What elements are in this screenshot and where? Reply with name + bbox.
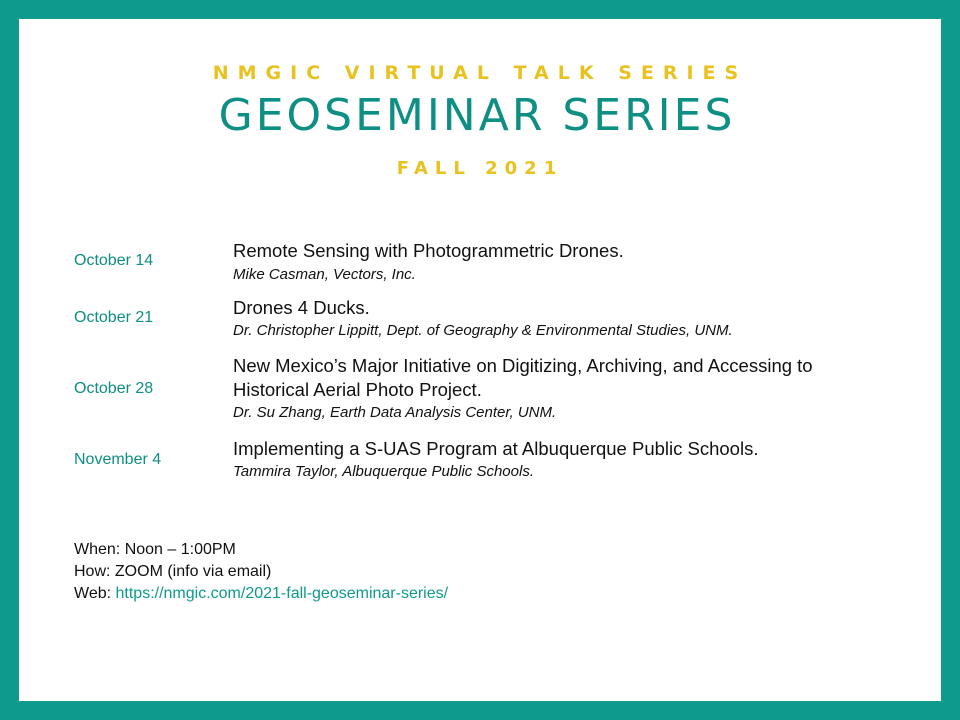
- talk-date-1: October 14: [74, 252, 154, 269]
- when-line: When: Noon – 1:00PM: [74, 541, 236, 558]
- web-line: [74, 585, 448, 603]
- slide: [19, 19, 941, 701]
- talk-date-4: November 4: [74, 451, 162, 468]
- how-line: How: ZOOM (info via email): [74, 563, 272, 580]
- term-label: FALL 2021: [396, 158, 564, 179]
- talk-title-3: New Mexico’s Major Initiative on Digitizing, Archiving, and Accessing to Historical Aerial Photo Project.: [233, 355, 813, 400]
- talk-title-2: Drones 4 Ducks.: [233, 297, 370, 318]
- talk-date-2: October 21: [74, 309, 154, 326]
- talk-speaker-1: Mike Casman, Vectors, Inc.: [233, 266, 416, 283]
- page-title: GEOSEMINAR SERIES: [218, 90, 736, 141]
- series-kicker: NMGIC VIRTUAL TALK SERIES: [212, 62, 748, 84]
- talk-title-1: Remote Sensing with Photogrammetric Drones.: [233, 240, 624, 261]
- talk-date-3: October 28: [74, 380, 154, 397]
- web-label: Web:: [74, 585, 116, 602]
- web-link[interactable]: https://nmgic.com/2021-fall-geoseminar-series/: [115, 585, 449, 602]
- talk-speaker-4: Tammira Taylor, Albuquerque Public Schools.: [233, 463, 534, 480]
- talk-title-4: Implementing a S-UAS Program at Albuquerque Public Schools.: [233, 438, 759, 459]
- talk-speaker-2: Dr. Christopher Lippitt, Dept. of Geography & Environmental Studies, UNM.: [233, 322, 733, 339]
- talk-speaker-3: Dr. Su Zhang, Earth Data Analysis Center, UNM.: [233, 404, 557, 421]
